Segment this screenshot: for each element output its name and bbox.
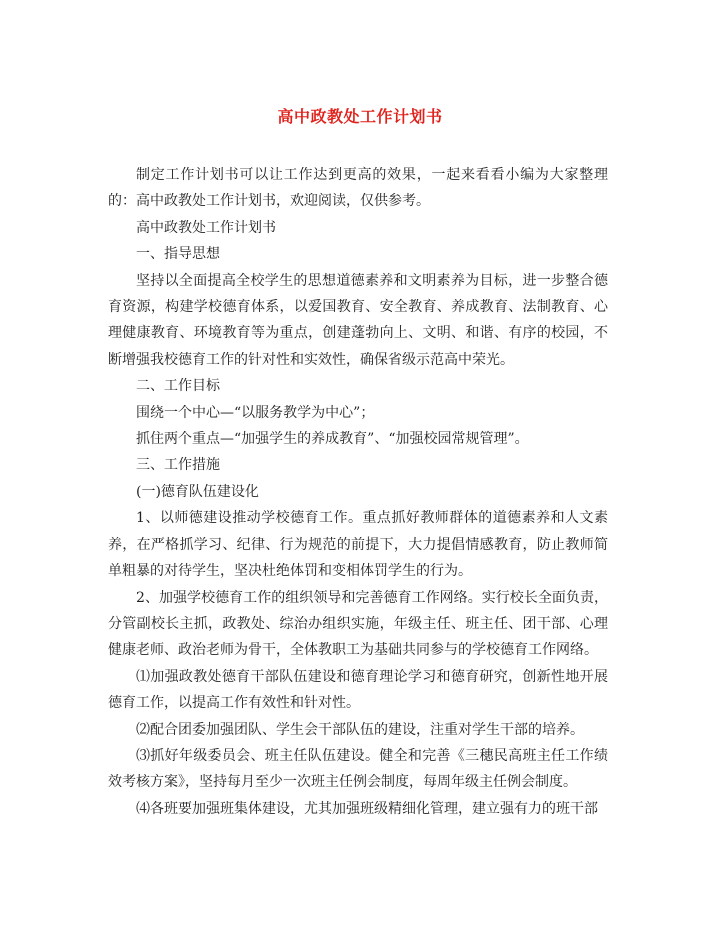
- paragraph-sub-measure-1: ⑴加强政教处德育干部队伍建设和德育理论学习和德育研究，创新性地开展德育工作，以提高工作有效性和针对性。: [108, 668, 608, 712]
- paragraph-sub-measure-3: ⑶抓好年级委员会、班主任队伍建设。健全和完善《三穗民高班主任工作绩效考核方案》，坚持每月至少一次班主任例会制度，每周年级主任例会制度。: [108, 747, 608, 791]
- paragraph-goal-center: 围绕一个中心—“以服务教学为中心”；: [136, 404, 375, 421]
- paragraph-guiding-thought: 坚持以全面提高全校学生的思想道德素养和文明素养为目标，进一步整合德育资源，构建学校德育体系，以爱国教育、安全教育、养成教育、法制教育、心理健康教育、环境教育等为重点，创建蓬勃向上、文明、和谐、有序的校园，不断增强我校德育工作的针对性和实效性，确保省级示范高中荣光。: [108, 272, 608, 368]
- subheading-team-building: (一)德育队伍建设化: [136, 483, 259, 500]
- document-body: [108, 162, 608, 822]
- paragraph-subtitle: 高中政教处工作计划书: [136, 219, 276, 236]
- heading-work-goals: 二、工作目标: [136, 378, 220, 395]
- paragraph-sub-measure-4: ⑷各班要加强班集体建设，尤其加强班级精细化管理，建立强有力的班干部: [136, 800, 598, 817]
- paragraph-sub-measure-2: ⑵配合团委加强团队、学生会干部队伍的建设，注重对学生干部的培养。: [136, 721, 584, 738]
- paragraph-intro: 制定工作计划书可以让工作达到更高的效果，一起来看看小编为大家整理的：高中政教处工作计划书，欢迎阅读，仅供参考。: [108, 167, 608, 210]
- heading-guiding-thought: 一、指导思想: [136, 246, 220, 263]
- paragraph-measure-2: 2、加强学校德育工作的组织领导和完善德育工作网络。实行校长全面负责，分管副校长主抓，政教处、综治办组织实施，年级主任、班主任、团干部、心理健康老师、政治老师为骨干，全体教职工为基础共同参与的学校德育工作网络。: [108, 589, 608, 659]
- document-title: 高中政教处工作计划书: [277, 107, 443, 126]
- paragraph-measure-1: 1、以师德建设推动学校德育工作。重点抓好教师群体的道德素养和人文素养，在严格抓学习、纪律、行为规范的前提下，大力提倡情感教育，防止教师简单粗暴的对待学生，坚决杜绝体罚和变相体罚学生的行为。: [108, 510, 608, 580]
- heading-work-measures: 三、工作措施: [136, 457, 220, 474]
- paragraph-goal-focus: 抓住两个重点—“加强学生的养成教育”、“加强校园常规管理”。: [136, 431, 529, 448]
